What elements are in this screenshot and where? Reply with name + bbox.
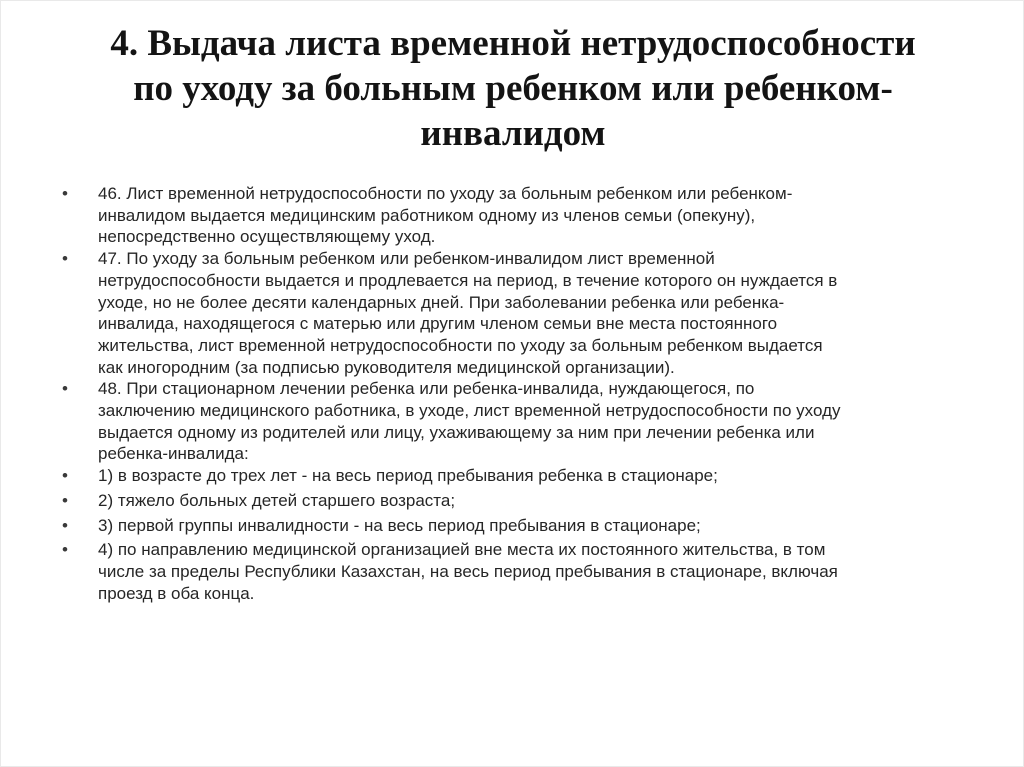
bullet-marker: • (62, 466, 68, 486)
item-text-line: уходе, но не более десяти календарных дней. При заболевании ребенка или ребенка- (98, 292, 785, 312)
item-text-line: 4) по направлению медицинской организацией вне места их постоянного жительства, в том (98, 540, 826, 560)
item-text-line: инвалида, находящегося с матерью или другим членом семьи вне места постоянного (98, 314, 778, 334)
slide-title (1, 21, 1024, 156)
item-text-line: жительства, лист временной нетрудоспособности по уходу за больным ребенком выдается (98, 335, 823, 355)
item-text-line: нетрудоспособности выдается и продлевается на период, в течение которого он нуждается в (98, 270, 838, 290)
title-line: инвалидом (420, 113, 606, 154)
item-text-line: 1) в возрасте до трех лет - на весь период пребывания ребенка в стационаре; (98, 466, 718, 486)
list-item-sub-3 (62, 515, 967, 537)
bullet-marker: • (62, 490, 68, 510)
item-text (98, 465, 967, 487)
list-item-48 (62, 378, 967, 465)
item-text-line: 47. По уходу за больным ребенком или ребенком-инвалидом лист временной (98, 249, 715, 269)
item-text-line: инвалидом выдается медицинским работником одному из членов семьи (опекуну), (98, 205, 756, 225)
item-text-line: проезд в оба конца. (98, 583, 255, 603)
item-text (98, 539, 967, 604)
item-text-line: 2) тяжело больных детей старшего возраста; (98, 490, 456, 510)
item-text-line: заключению медицинского работника, в уходе, лист временной нетрудоспособности по уходу (98, 401, 841, 421)
item-text-line: ребенка-инвалида: (98, 444, 249, 464)
item-text-line: числе за пределы Республики Казахстан, на весь период пребывания в стационаре, включая (98, 561, 838, 581)
item-text (98, 183, 967, 248)
item-text-line: 46. Лист временной нетрудоспособности по уходу за больным ребенком или ребенком- (98, 184, 793, 203)
item-text-line: 3) первой группы инвалидности - на весь период пребывания в стационаре; (98, 515, 701, 535)
item-text-line: как иногородним (за подписью руководителя медицинской организации). (98, 357, 675, 377)
item-text-line: непосредственно осуществляющему уход. (98, 227, 436, 247)
item-text (98, 378, 967, 465)
item-text (98, 490, 967, 512)
list-item-46 (62, 183, 967, 248)
title-line: по уходу за больным ребенком или ребенком- (133, 68, 893, 109)
bullet-list (62, 183, 967, 604)
title-line: 4. Выдача листа временной нетрудоспособности (110, 23, 916, 64)
bullet-marker: • (62, 184, 68, 203)
item-text (98, 515, 967, 537)
bullet-marker: • (62, 379, 68, 399)
bullet-marker: • (62, 540, 68, 560)
list-item-sub-2 (62, 490, 967, 512)
bullet-marker: • (62, 249, 68, 269)
list-item-47 (62, 248, 967, 378)
item-text-line: выдается одному из родителей или лицу, ухаживающему за ним при лечении ребенка или (98, 422, 815, 442)
list-item-sub-1 (62, 465, 967, 487)
bullet-marker: • (62, 515, 68, 535)
item-text (98, 248, 967, 378)
list-item-sub-4 (62, 539, 967, 604)
item-text-line: 48. При стационарном лечении ребенка или ребенка-инвалида, нуждающегося, по (98, 379, 755, 399)
